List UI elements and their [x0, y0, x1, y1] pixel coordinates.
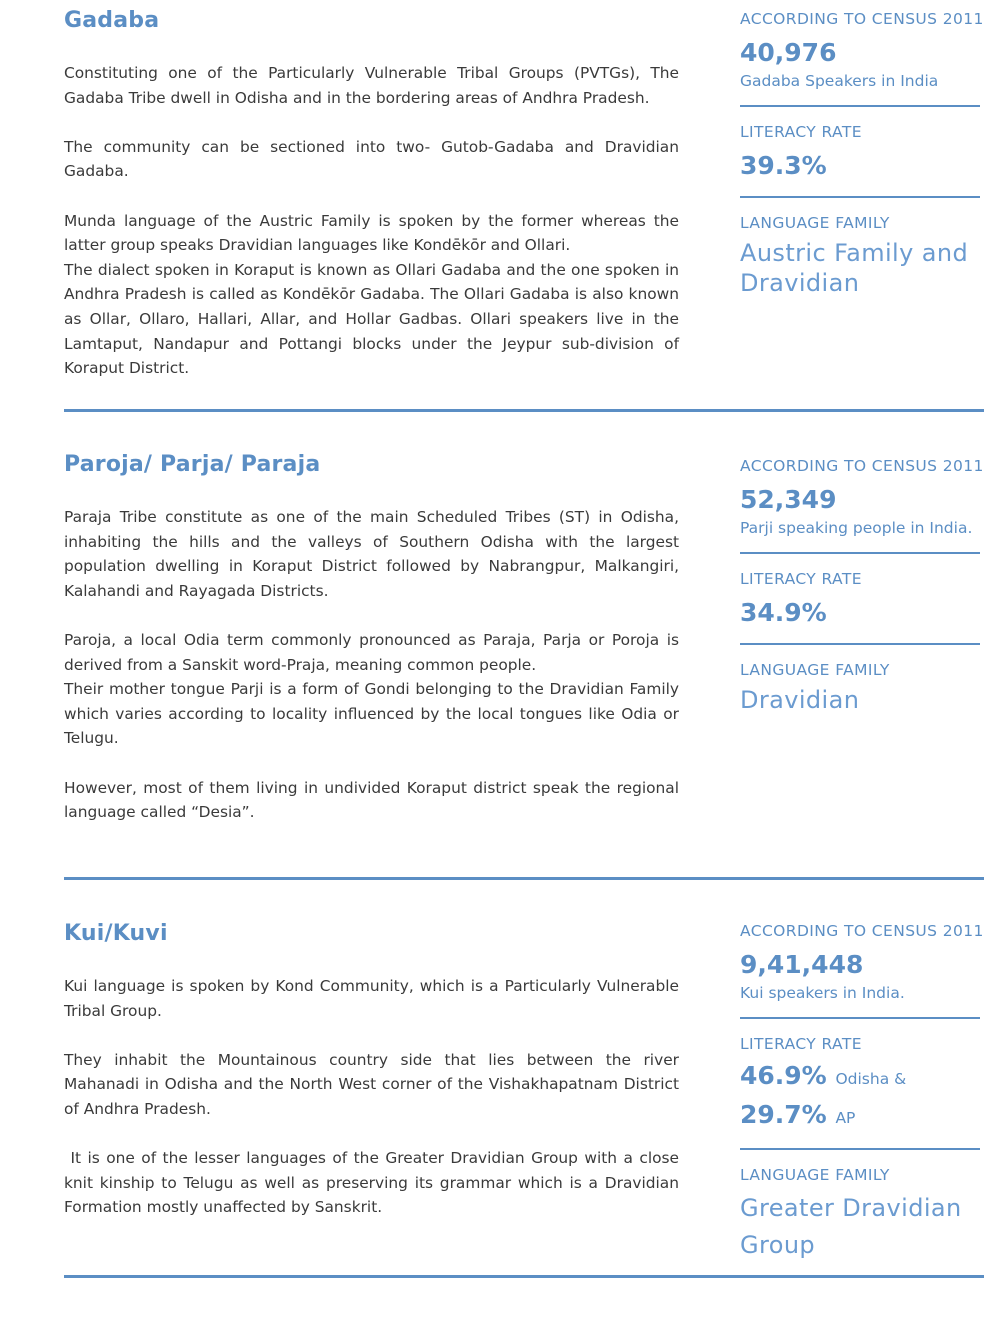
- literacy-label: LITERACY RATE: [740, 1035, 862, 1053]
- section-divider: [64, 877, 984, 880]
- literacy-value: 46.9%: [740, 1061, 827, 1090]
- census-label: ACCORDING TO CENSUS 2011: [740, 10, 984, 28]
- paragraph: The dialect spoken in Koraput is known as Ollari Gadaba and the one spoken in Andhra Pradesh is called as Kondēkōr Gadaba. The Ollari Gadaba is also known as Ollar, Ollaro, Hallari, Allar, and Hollar Gadbas. Ollari speakers live in the Lamtaput, Nandapur and Pottangi blocks under the Jeypur sub-division of Koraput District.: [64, 260, 679, 378]
- stats-sidebar: [740, 9, 984, 298]
- stat-divider: [740, 552, 980, 554]
- stats-sidebar: [740, 921, 984, 1264]
- paragraph: Munda language of the Austric Family is spoken by the former whereas the latter group speaks Dravidian languages like Kondēkōr and Ollari.: [64, 211, 679, 255]
- section-title: Paroja/ Parja/ Paraja: [64, 452, 321, 477]
- language-family-label: LANGUAGE FAMILY: [740, 1166, 890, 1184]
- literacy-value: 29.7%: [740, 1100, 827, 1129]
- census-value: 40,976: [740, 38, 837, 67]
- language-family-value: Greater Dravidian Group: [740, 1194, 962, 1259]
- paragraph: However, most of them living in undivided Koraput district speak the regional language called “Desia”.: [64, 778, 679, 822]
- stat-divider: [740, 1017, 980, 1019]
- language-family-label: LANGUAGE FAMILY: [740, 661, 890, 679]
- census-value: 9,41,448: [740, 950, 864, 979]
- paragraph: They inhabit the Mountainous country side that lies between the river Mahanadi in Odisha and the North West corner of the Vishakhapatnam District of Andhra Pradesh.: [64, 1050, 679, 1118]
- language-family-label: LANGUAGE FAMILY: [740, 214, 890, 232]
- stat-divider: [740, 643, 980, 645]
- language-family-value: Austric Family and Dravidian: [740, 239, 969, 297]
- stat-divider: [740, 105, 980, 107]
- paragraph: It is one of the lesser languages of the Greater Dravidian Group with a close knit kinship to Telugu as well as preserving its grammar which is a Dravidian Formation mostly unaffected by Sanskrit.: [64, 1149, 684, 1217]
- paragraph: Their mother tongue Parji is a form of Gondi belonging to the Dravidian Family which varies according to locality influenced by the local tongues like Odia or Telugu.: [64, 680, 679, 748]
- literacy-odisha: [740, 1060, 980, 1095]
- paragraph: Paraja Tribe constitute as one of the main Scheduled Tribes (ST) in Odisha, inhabiting the hills and the valleys of Southern Odisha with the largest population dwelling in Koraput District followed by Nabrangpur, Malkangiri, Kalahandi and Rayagada Districts.: [64, 508, 679, 600]
- section-body: [64, 974, 684, 1220]
- stat-divider: [740, 196, 980, 198]
- stats-sidebar: [740, 456, 984, 715]
- literacy-region: Odisha &: [835, 1070, 907, 1088]
- literacy-label: LITERACY RATE: [740, 570, 862, 588]
- census-caption: Parji speaking people in India.: [740, 519, 973, 537]
- paragraph: Kui language is spoken by Kond Community, which is a Particularly Vulnerable Tribal Group.: [64, 977, 679, 1020]
- literacy-value: 34.9%: [740, 598, 827, 627]
- section-title: Gadaba: [64, 8, 160, 33]
- stat-divider: [740, 1148, 980, 1150]
- literacy-ap: [740, 1099, 980, 1134]
- census-caption: Gadaba Speakers in India: [740, 72, 939, 90]
- section-body: [64, 505, 679, 825]
- literacy-region: AP: [835, 1109, 856, 1127]
- paragraph: Paroja, a local Odia term commonly pronounced as Paraja, Parja or Poroja is derived from a Sanskit word-Praja, meaning common people.: [64, 630, 679, 674]
- paragraph: Constituting one of the Particularly Vulnerable Tribal Groups (PVTGs), The Gadaba Tribe dwell in Odisha and in the bordering areas of Andhra Pradesh.: [64, 64, 679, 107]
- section-divider: [64, 409, 984, 412]
- literacy-label: LITERACY RATE: [740, 123, 862, 141]
- census-value: 52,349: [740, 485, 837, 514]
- section-body: [64, 61, 679, 381]
- section-title: Kui/Kuvi: [64, 921, 168, 946]
- paragraph: The community can be sectioned into two- Gutob-Gadaba and Dravidian Gadaba.: [64, 137, 679, 181]
- literacy-value: 39.3%: [740, 151, 827, 180]
- census-label: ACCORDING TO CENSUS 2011: [740, 457, 984, 475]
- census-caption: Kui speakers in India.: [740, 984, 905, 1002]
- census-label: ACCORDING TO CENSUS 2011: [740, 922, 984, 940]
- section-divider: [64, 1275, 984, 1278]
- language-family-value: Dravidian: [740, 686, 860, 714]
